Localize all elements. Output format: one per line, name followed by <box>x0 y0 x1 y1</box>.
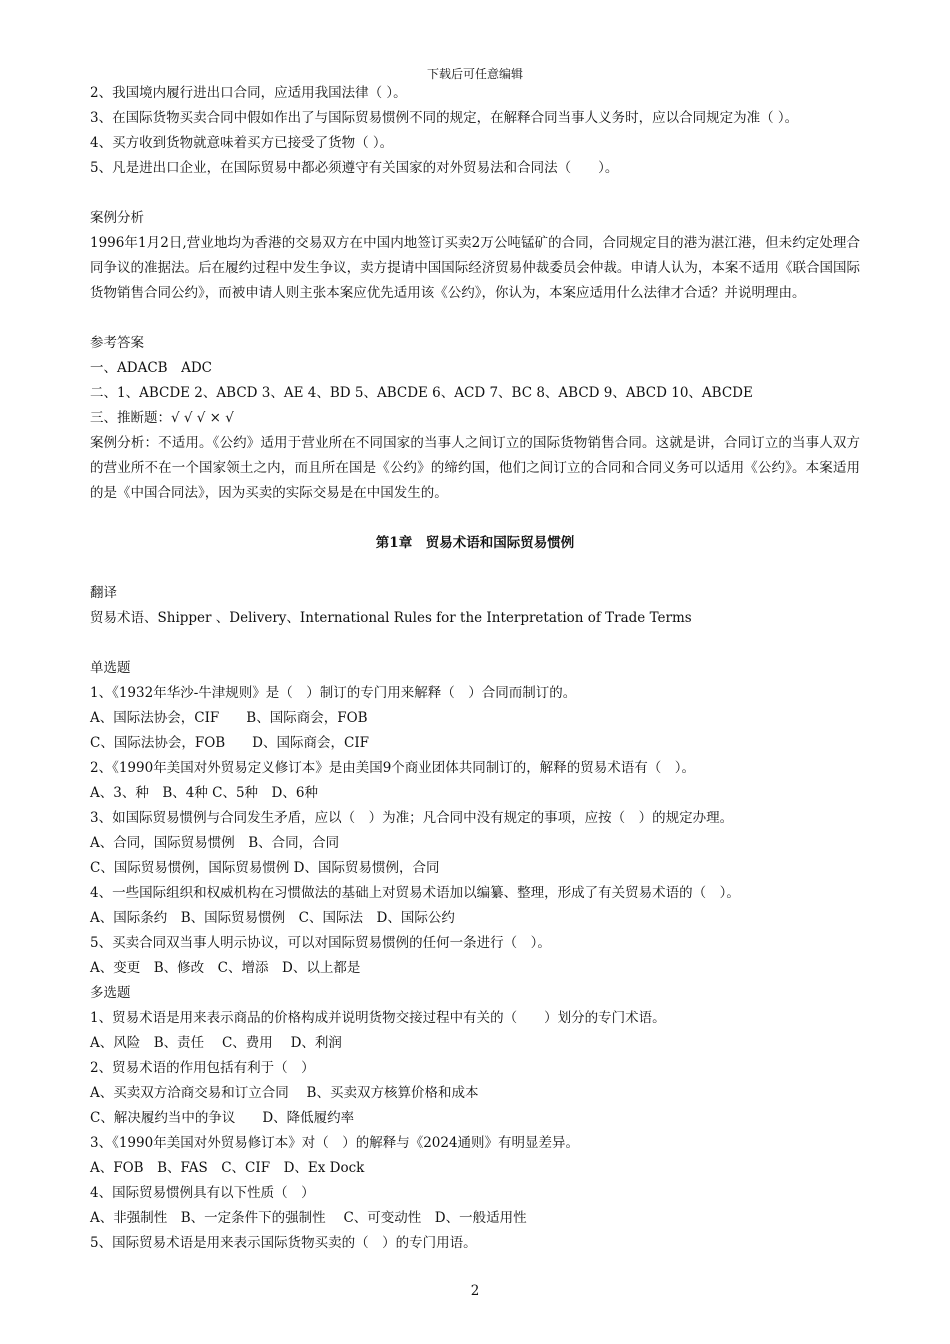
page-content <box>90 81 860 1256</box>
translation-heading: 翻译 <box>90 585 117 601</box>
single-q2: 2、《1990年美国对外贸易定义修订本》是由美国9个商业团体共同制订的，解释的贸易术语有（ ）。 <box>90 760 696 776</box>
answers-single: 一、ADACB ADC <box>90 360 212 376</box>
multi-q5: 5、国际贸易术语是用来表示国际货物买卖的（ ）的专门用语。 <box>90 1235 477 1251</box>
multi-q4: 4、国际贸易惯例具有以下性质（ ） <box>90 1185 315 1201</box>
multi-choice-heading: 多选题 <box>90 985 131 1001</box>
multi-q2-options-a: A、买卖双方洽商交易和订立合同 B、买卖双方核算价格和成本 <box>90 1085 479 1101</box>
judge-item-3: 3、在国际货物买卖合同中假如作出了与国际贸易惯例不同的规定，在解释合同当事人义务时，应以合同规定为准（ ）。 <box>90 110 799 126</box>
page-number: 2 <box>470 1283 480 1299</box>
single-q1-options-b: C、国际法协会，FOB D、国际商会，CIF <box>90 735 370 751</box>
judge-item-5: 5、凡是进出口企业，在国际贸易中都必须遵守有关国家的对外贸易法和合同法（ ）。 <box>90 160 619 176</box>
multi-q3-options: A、FOB B、FAS C、CIF D、Ex Dock <box>90 1160 365 1176</box>
single-choice-heading: 单选题 <box>90 660 131 676</box>
multi-q3: 3、《1990年美国对外贸易修订本》对（ ）的解释与《2024通则》有明显差异。 <box>90 1135 580 1151</box>
single-q3-options-b: C、国际贸易惯例，国际贸易惯例 D、国际贸易惯例，合同 <box>90 860 440 876</box>
multi-q2: 2、贸易术语的作用包括有利于（ ） <box>90 1060 315 1076</box>
single-q5: 5、买卖合同双当事人明示协议，可以对国际贸易惯例的任何一条进行（ ）。 <box>90 935 551 951</box>
judge-item-4: 4、买方收到货物就意味着买方已接受了货物（ ）。 <box>90 135 394 151</box>
multi-q1: 1、贸易术语是用来表示商品的价格构成并说明货物交接过程中有关的（ ）划分的专门术语。 <box>90 1010 666 1026</box>
answers-judge: 三、推断题：√ √ √ × √ <box>90 410 234 426</box>
answers-case: 案例分析：不适用。《公约》适用于营业所在不同国家的当事人之间订立的国际货物销售合同。这就是讲，合同订立的当事人双方的营业所不在一个国家领土之内，而且所在国是《公约》的缔约国，他们之间订立的合同和合同义务可以适用《公约》。本案适用的是《中国合同法》，因为买卖的实际交易是在中国发生的。 <box>90 435 860 501</box>
single-q4-options: A、国际条约 B、国际贸易惯例 C、国际法 D、国际公约 <box>90 910 455 926</box>
answers-multi: 二、1、ABCDE 2、ABCD 3、AE 4、BD 5、ABCDE 6、ACD 7、BC 8、ABCD 9、ABCD 10、ABCDE <box>90 385 753 401</box>
translation-text: 贸易术语、Shipper 、Delivery、International Rules for the Interpretation of Trade Terms <box>90 610 692 626</box>
answers-heading: 参考答案 <box>90 335 144 351</box>
single-q3-options-a: A、合同，国际贸易惯例 B、合同，合同 <box>90 835 340 851</box>
multi-q1-options: A、风险 B、责任 C、费用 D、利润 <box>90 1035 342 1051</box>
multi-q4-options: A、非强制性 B、一定条件下的强制性 C、可变动性 D、一般适用性 <box>90 1210 527 1226</box>
single-q4: 4、一些国际组织和权威机构在习惯做法的基础上对贸易术语加以编纂、整理，形成了有关贸易术语的（ ）。 <box>90 885 740 901</box>
page-header: 下载后可任意编辑 <box>426 67 523 81</box>
chapter-title: 第1章 贸易术语和国际贸易惯例 <box>375 535 575 551</box>
spacer <box>90 306 860 331</box>
single-q1: 1、《1932年华沙-牛津规则》是（ ）制订的专门用来解释（ ）合同而制订的。 <box>90 685 577 701</box>
spacer <box>90 506 860 531</box>
single-q5-options: A、变更 B、修改 C、增添 D、以上都是 <box>90 960 361 976</box>
judge-item-2: 2、我国境内履行进出口合同，应适用我国法律（ ）。 <box>90 85 407 101</box>
spacer <box>90 631 860 656</box>
multi-q2-options-b: C、解决履约当中的争议 D、降低履约率 <box>90 1110 355 1126</box>
case-text: 1996年1月2日,营业地均为香港的交易双方在中国内地签订买卖2万公吨锰矿的合同，合同规定目的港为湛江港，但未约定处理合同争议的准据法。后在履约过程中发生争议，卖方提请中国国际经济贸易仲裁委员会仲裁。申请人认为，本案不适用《联合国国际货物销售合同公约》，而被申请人则主张本案应优先适用该《公约》，你认为，本案应适用什么法律才合适？并说明理由。 <box>90 235 860 301</box>
case-heading: 案例分析 <box>90 210 144 226</box>
spacer <box>90 556 860 581</box>
spacer <box>90 181 860 206</box>
single-q3: 3、如国际贸易惯例与合同发生矛盾，应以（ ）为准；凡合同中没有规定的事项，应按（ ）的规定办理。 <box>90 810 734 826</box>
single-q1-options-a: A、国际法协会，CIF B、国际商会，FOB <box>90 710 368 726</box>
single-q2-options: A、3、种 B、4种 C、5种 D、6种 <box>90 785 318 801</box>
